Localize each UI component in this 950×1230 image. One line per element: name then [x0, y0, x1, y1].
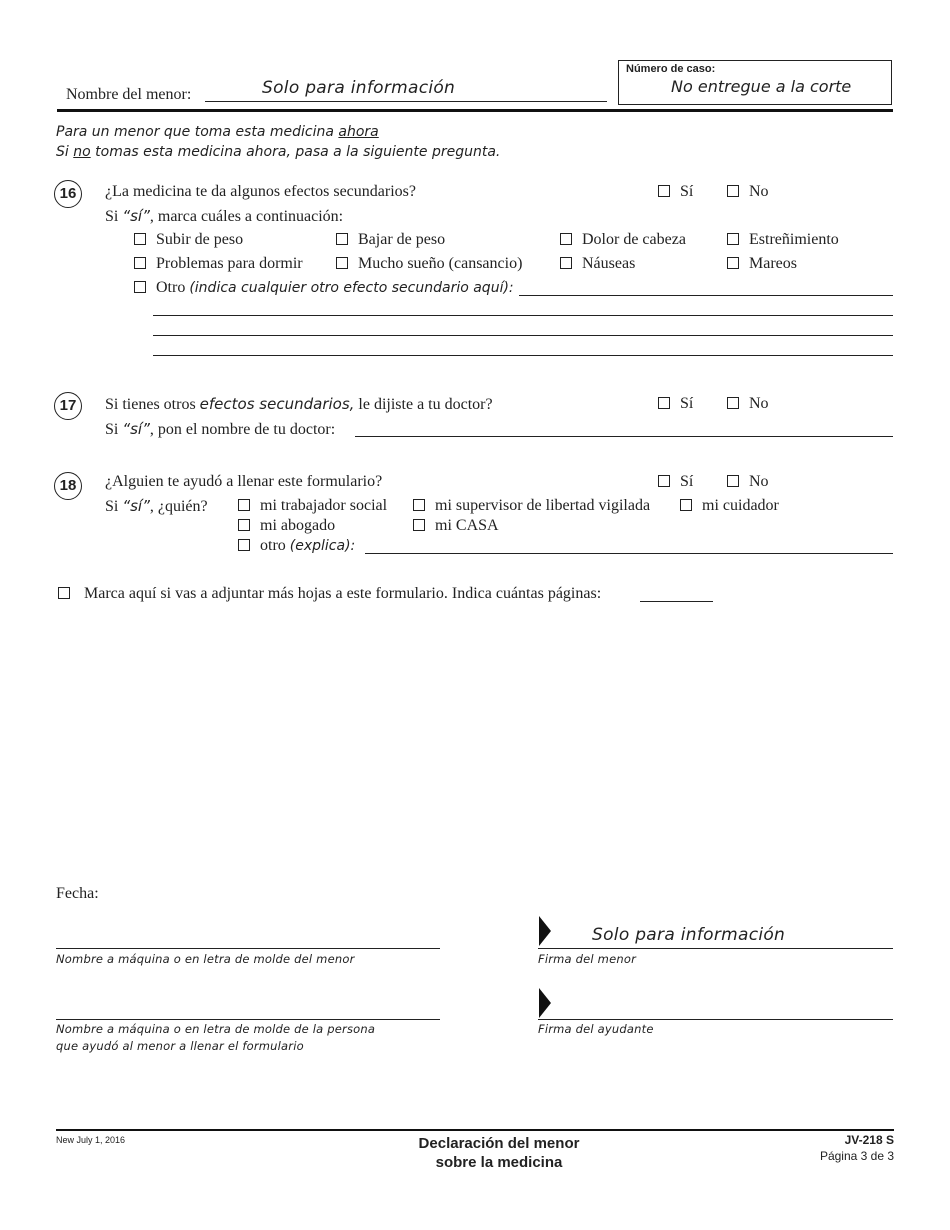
question-16-number: 16: [54, 180, 82, 208]
checkbox[interactable]: [413, 519, 425, 531]
q16-yes-option[interactable]: Sí: [658, 183, 693, 201]
minor-print-name-field[interactable]: [56, 948, 440, 949]
minor-name-value: Solo para información: [262, 78, 456, 98]
checkbox[interactable]: [727, 397, 739, 409]
q16-option-drowsiness[interactable]: Mucho sueño (cansancio): [336, 255, 522, 273]
footer-page-number: Página 3 de 3: [819, 1149, 894, 1163]
q17-if-yes-text: Si “sí”, pon el nombre de tu doctor:: [105, 420, 336, 438]
signature-arrow-icon: [539, 916, 551, 946]
q16-other-line-1[interactable]: [519, 295, 893, 296]
footer-form-id: JV-218 S: [844, 1133, 894, 1147]
q18-option-other[interactable]: otro (explica):: [238, 537, 355, 555]
checkbox[interactable]: [658, 397, 670, 409]
q16-option-weight-gain[interactable]: Subir de peso: [134, 231, 243, 249]
helper-print-name-caption-1: Nombre a máquina o en letra de molde de la persona: [56, 1022, 376, 1036]
case-number-value: No entregue a la corte: [671, 77, 852, 96]
checkbox[interactable]: [238, 499, 250, 511]
helper-print-name-field[interactable]: [56, 1019, 440, 1020]
q18-option-probation-officer[interactable]: mi supervisor de libertad vigilada: [413, 497, 650, 515]
checkbox[interactable]: [134, 281, 146, 293]
attach-page-count-field[interactable]: [640, 601, 713, 602]
footer-date: New July 1, 2016: [56, 1135, 126, 1145]
checkbox[interactable]: [238, 519, 250, 531]
checkbox[interactable]: [727, 257, 739, 269]
question-18-number: 18: [54, 472, 82, 500]
q18-option-lawyer[interactable]: mi abogado: [238, 517, 335, 535]
question-17-number: 17: [54, 392, 82, 420]
footer-title-line-2: sobre la medicina: [435, 1154, 563, 1171]
q17-no-option[interactable]: No: [727, 395, 769, 413]
checkbox[interactable]: [58, 587, 70, 599]
footer-title: [349, 1134, 649, 1172]
q18-yes-option[interactable]: Sí: [658, 473, 693, 491]
q16-other-line-2[interactable]: [153, 315, 893, 316]
question-16-text: ¿La medicina te da algunos efectos secundarios?: [105, 183, 416, 200]
checkbox[interactable]: [336, 233, 348, 245]
intro-line-1: Para un menor que toma esta medicina ahora: [56, 124, 379, 140]
q18-who-label: Si “sí”, ¿quién?: [105, 497, 208, 515]
q16-no-option[interactable]: No: [727, 183, 769, 201]
helper-signature-field[interactable]: [538, 1019, 893, 1020]
q16-option-nausea[interactable]: Náuseas: [560, 255, 635, 273]
minor-signature-field[interactable]: [538, 948, 893, 949]
case-number-label: Número de caso:: [626, 63, 716, 75]
footer-divider: [56, 1129, 894, 1131]
minor-name-label: Nombre del menor:: [66, 86, 192, 103]
doctor-name-field[interactable]: [355, 436, 893, 437]
attach-pages-option[interactable]: Marca aquí si vas a adjuntar más hojas a este formulario. Indica cuántas páginas:: [58, 585, 601, 603]
helper-print-name-caption-2: que ayudó al menor a llenar el formulario: [56, 1039, 304, 1053]
date-label: Fecha:: [56, 885, 99, 902]
checkbox[interactable]: [134, 233, 146, 245]
question-17-text: Si tienes otros efectos secundarios, le dijiste a tu doctor?: [105, 395, 493, 413]
q16-option-headache[interactable]: Dolor de cabeza: [560, 231, 686, 249]
q17-yes-option[interactable]: Sí: [658, 395, 693, 413]
checkbox[interactable]: [658, 185, 670, 197]
intro-line-2: Si no tomas esta medicina ahora, pasa a la siguiente pregunta.: [56, 144, 501, 160]
q18-option-social-worker[interactable]: mi trabajador social: [238, 497, 387, 515]
q16-option-sleep-problems[interactable]: Problemas para dormir: [134, 255, 303, 273]
q16-option-constipation[interactable]: Estreñimiento: [727, 231, 839, 249]
minor-print-name-caption: Nombre a máquina o en letra de molde del menor: [56, 952, 355, 966]
checkbox[interactable]: [134, 257, 146, 269]
checkbox[interactable]: [727, 475, 739, 487]
checkbox[interactable]: [727, 233, 739, 245]
question-18-text: ¿Alguien te ayudó a llenar este formulario?: [105, 473, 383, 490]
checkbox[interactable]: [336, 257, 348, 269]
q16-other-line-3[interactable]: [153, 335, 893, 336]
q16-other-line-4[interactable]: [153, 355, 893, 356]
q18-option-caregiver[interactable]: mi cuidador: [680, 497, 779, 515]
minor-signature-caption: Firma del menor: [538, 952, 636, 966]
checkbox[interactable]: [680, 499, 692, 511]
checkbox[interactable]: [658, 475, 670, 487]
q16-option-weight-loss[interactable]: Bajar de peso: [336, 231, 445, 249]
helper-signature-caption: Firma del ayudante: [538, 1022, 654, 1036]
minor-signature-value: Solo para información: [592, 925, 786, 945]
q18-no-option[interactable]: No: [727, 473, 769, 491]
q16-option-dizziness[interactable]: Mareos: [727, 255, 797, 273]
q18-other-explain-field[interactable]: [365, 553, 893, 554]
case-number-box[interactable]: [618, 60, 892, 105]
q16-option-other[interactable]: Otro (indica cualquier otro efecto secundario aquí):: [134, 279, 514, 297]
checkbox[interactable]: [238, 539, 250, 551]
signature-arrow-icon: [539, 988, 551, 1018]
header-divider: [57, 109, 893, 112]
minor-name-field[interactable]: [205, 101, 607, 102]
checkbox[interactable]: [560, 257, 572, 269]
footer-title-line-1: Declaración del menor: [418, 1135, 580, 1152]
checkbox[interactable]: [413, 499, 425, 511]
checkbox[interactable]: [727, 185, 739, 197]
q16-if-yes-text: Si “sí”, marca cuáles a continuación:: [105, 207, 344, 225]
checkbox[interactable]: [560, 233, 572, 245]
q18-option-casa[interactable]: mi CASA: [413, 517, 499, 535]
